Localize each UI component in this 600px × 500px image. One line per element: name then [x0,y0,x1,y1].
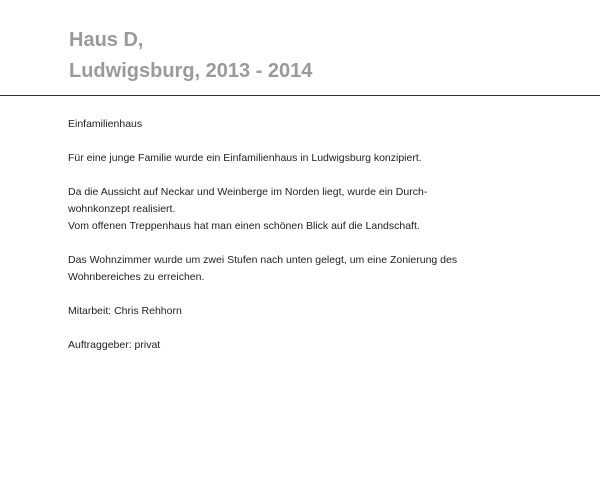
collaboration-credit [68,303,528,320]
concept-text-line: wohnkonzept realisiert. [68,203,176,215]
paragraph-intro [68,150,528,167]
project-location-years: Ludwigsburg, 2013 - 2014 [69,60,313,82]
project-title: Haus D, [69,29,144,51]
concept-text-line: Vom offenen Treppenhaus hat man einen schönen Blick auf die Landschaft. [68,220,420,232]
paragraph-concept [68,184,528,235]
project-category [68,116,528,133]
paragraph-living-room [68,252,528,286]
collaboration-text: Mitarbeit: Chris Rehhorn [68,305,182,317]
client-credit [68,337,528,354]
living-room-text-line: Das Wohnzimmer wurde um zwei Stufen nach unten gelegt, um eine Zonierung des [68,254,458,266]
concept-text-line: Da die Aussicht auf Neckar und Weinberge im Norden liegt, wurde ein Durch- [68,186,428,198]
living-room-text-line: Wohnbereiches zu erreichen. [68,271,205,283]
intro-text: Für eine junge Familie wurde ein Einfamilienhaus in Ludwigsburg konzipiert. [68,152,422,164]
client-text: Auftraggeber: privat [68,339,161,351]
category-text: Einfamilienhaus [68,118,143,130]
project-description [68,116,528,371]
page-header [0,0,600,96]
